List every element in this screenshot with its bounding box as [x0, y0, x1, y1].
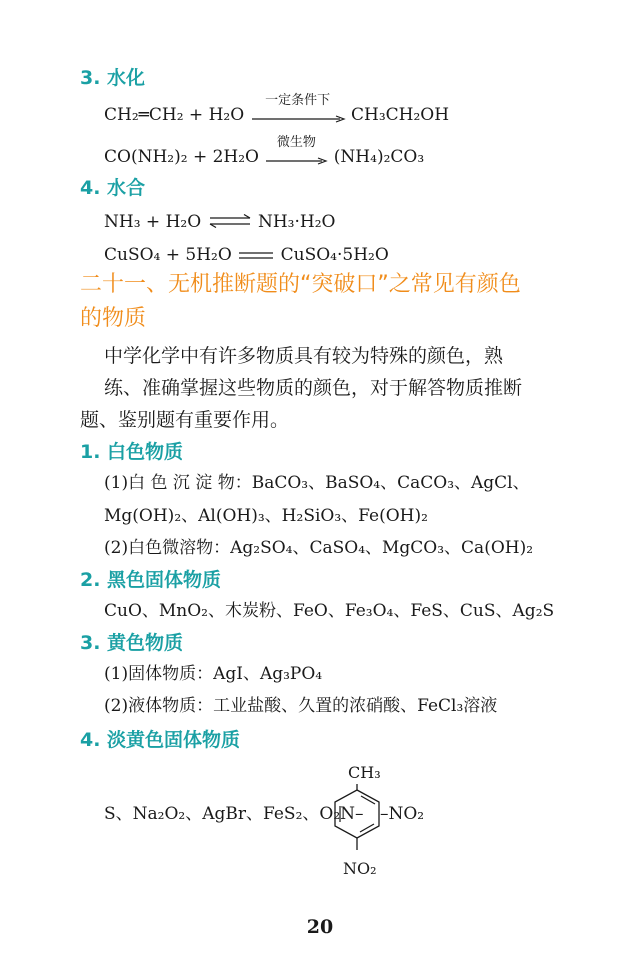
- equation-4: [104, 243, 389, 268]
- equation-4-lhs: CuSO₄ + 5H₂O: [104, 245, 232, 265]
- equation-4-rhs: CuSO₄·5H₂O: [280, 245, 389, 265]
- equation-3: [104, 210, 335, 235]
- intro-line3: 题、鉴别题有重要作用。: [80, 409, 290, 431]
- yellow-line2: (2)液体物质：工业盐酸、久置的浓硝酸、FeCl₃溶液: [104, 696, 498, 716]
- white-line2: Mg(OH)₂、Al(OH)₃、H₂SiO₃、Fe(OH)₂: [104, 506, 428, 526]
- equation-2-rhs: (NH₄)₂CO₃: [333, 147, 425, 167]
- black-line1: CuO、MnO₂、木炭粉、FeO、Fe₃O₄、FeS、CuS、Ag₂S: [104, 601, 555, 621]
- equation-1-lhs: CH₂═CH₂ + H₂O: [104, 105, 245, 125]
- equation-2-condition: 微生物: [276, 134, 316, 150]
- yellow-line1: (1)固体物质：AgI、Ag₃PO₄: [104, 664, 323, 684]
- equals-sign-icon: [237, 244, 275, 268]
- section-yellow-heading: 3. 黄色物质: [80, 632, 184, 654]
- reaction-arrow: [264, 134, 328, 168]
- equation-3-lhs: NH₃ + H₂O: [104, 212, 202, 232]
- section-white-heading: 1. 白色物质: [80, 441, 184, 463]
- struct-nitro-right: –NO₂: [380, 804, 425, 824]
- section-black-heading: 2. 黑色固体物质: [80, 569, 222, 591]
- equation-2: [104, 134, 425, 169]
- chapter-title-line1: 二十一、无机推断题的“突破口”之常见有颜色: [80, 272, 521, 297]
- white-line1: [104, 471, 530, 495]
- equation-2-lhs: CO(NH₂)₂ + 2H₂O: [104, 147, 259, 167]
- intro-line2: 练、准确掌握这些物质的颜色，对于解答物质推断: [104, 377, 523, 399]
- right-arrow-icon: [250, 115, 346, 123]
- white-line3: [104, 536, 533, 560]
- equation-1-rhs: CH₃CH₂OH: [350, 105, 450, 125]
- reversible-arrow-icon: [207, 211, 253, 235]
- white-line1-label: (1)白 色 沉 淀 物：: [104, 473, 252, 493]
- reaction-arrow: [250, 92, 346, 126]
- pale-yellow-line1: S、Na₂O₂、AgBr、FeS₂、O₂N–: [104, 804, 364, 824]
- intro-line1: 中学化学中有许多物质具有较为特殊的颜色，熟: [104, 345, 504, 367]
- chapter-title-line2: 的物质: [80, 306, 147, 331]
- white-line3-label: (2)白色微溶物：: [104, 538, 231, 558]
- section-hydrate-heading: 4. 水合: [80, 177, 146, 199]
- equation-1: [104, 92, 450, 127]
- white-line3-items: Ag₂SO₄、CaSO₄、MgCO₃、Ca(OH)₂: [230, 538, 534, 558]
- equation-3-rhs: NH₃·H₂O: [257, 212, 336, 232]
- white-line1-items: BaCO₃、BaSO₄、CaCO₃、AgCl、: [251, 473, 530, 493]
- struct-nitro-bottom: NO₂: [343, 859, 377, 878]
- page-number: 20: [306, 916, 334, 938]
- section-pale-yellow-heading: 4. 淡黄色固体物质: [80, 729, 241, 751]
- section-hydration-heading: 3. 水化: [80, 67, 146, 89]
- equation-1-condition: 一定条件下: [265, 92, 331, 108]
- struct-methyl: CH₃: [348, 763, 381, 782]
- right-arrow-icon: [264, 157, 328, 165]
